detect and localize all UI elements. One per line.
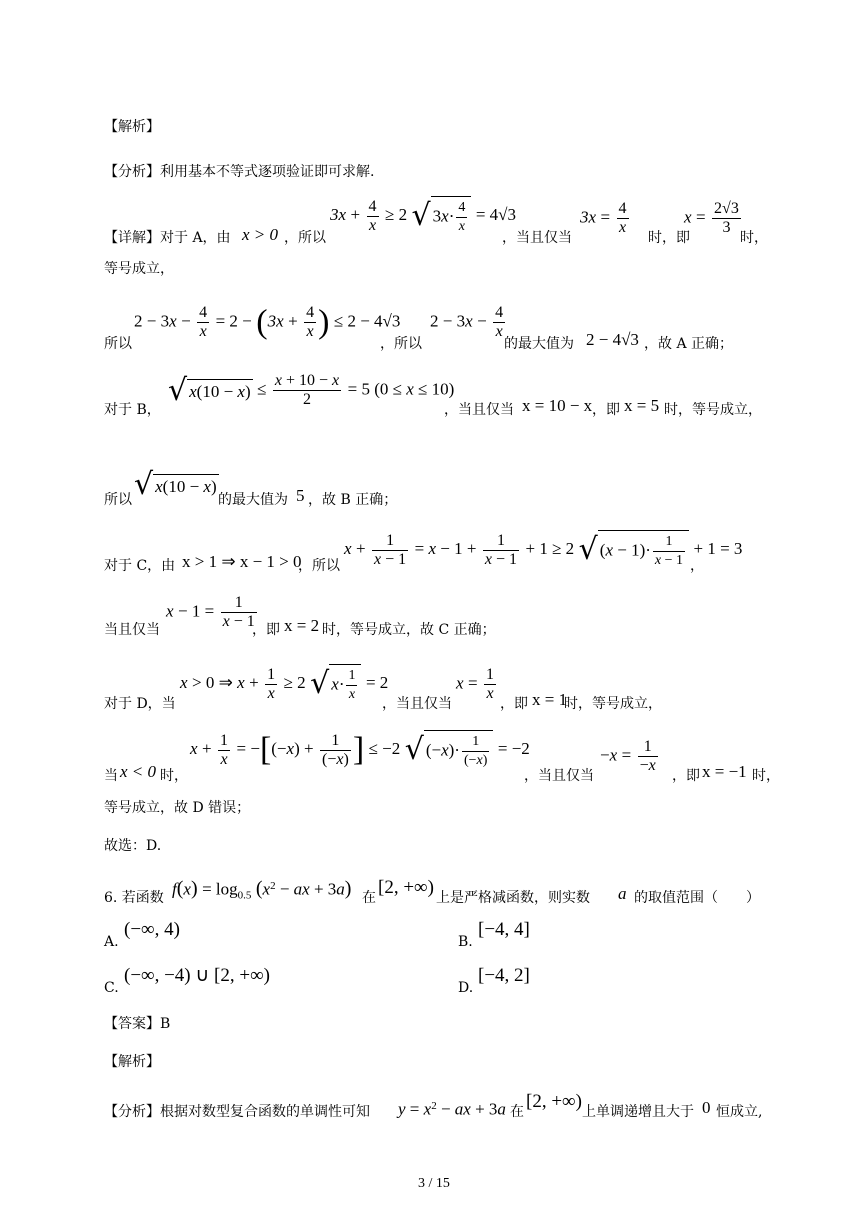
q6-prefix: 6. 若函数 xyxy=(104,890,164,906)
math-x-a: x = $\frac{2√3}{3}$ xyxy=(684,200,739,236)
math-maxval-a: 2 − 4√3 xyxy=(586,330,639,349)
text-b-dang: ，当且仅当 xyxy=(444,402,514,418)
answer-line: 【答案】B xyxy=(104,1016,171,1032)
text-b-ji: ，即 xyxy=(592,402,620,418)
math-eq-d2: −x = $\frac{1}{-x}$ xyxy=(600,738,656,774)
analysis-summary-1: 【分析】利用基本不等式逐项验证即可求解. xyxy=(104,164,375,180)
option-b-value: [−4, 4] xyxy=(478,919,530,940)
q6-function: $f(x) = \log_{0.5} (x^2$ − ax + 3a) xyxy=(172,877,352,902)
math-cond-a: x > 0 xyxy=(242,225,279,244)
text-b2-mid: 的最大值为 xyxy=(218,492,288,508)
text-d-wrong: 等号成立，故 D 错误； xyxy=(104,800,251,816)
option-d-value: [−4, 2] xyxy=(478,965,530,986)
fenxi2-end: 恒成立, xyxy=(716,1104,763,1120)
math-eq-a: 3x = $\frac{4}{x}$ xyxy=(580,200,627,236)
text-suoyi: ，所以 xyxy=(284,230,326,246)
math-cond-c: x > 1 ⇒ x − 1 > 0 xyxy=(182,552,302,571)
text-d2-shi: 时， xyxy=(160,768,188,784)
math-x-c2: x = 2 xyxy=(284,616,320,635)
fenxi2-interval: [2, +∞) xyxy=(526,1091,582,1112)
option-d-label: D. xyxy=(458,980,474,996)
text-dangqie: ，当且仅当 xyxy=(502,230,572,246)
text-choose-d: 故选：D. xyxy=(104,838,162,854)
analysis-heading-2: 【解析】 xyxy=(104,1054,160,1070)
fenxi2-zai: 在 xyxy=(510,1104,524,1120)
fenxi2-mid: 上单调递增且大于 xyxy=(582,1104,694,1120)
math-x-d2: x = −1 xyxy=(702,762,747,781)
text-b2-prefix: 所以 xyxy=(104,492,132,508)
text-suoyi-a2: 所以 xyxy=(104,336,132,352)
option-c-value: (−∞, −4) ∪ [2, +∞) xyxy=(124,965,270,986)
text-equality-1: 等号成立， xyxy=(104,261,174,277)
text-b-correct: ，故 B 正确； xyxy=(308,492,398,508)
option-a-label: A. xyxy=(104,934,119,950)
math-expr-a2: 2 − 3x − $\frac{4}{x}$ = 2 − (3x + $\frac{4}{x}$ ) ≤ 2 − 4√3 xyxy=(134,303,401,341)
analysis-heading-1: 【解析】 xyxy=(104,119,160,135)
math-expr-d2: x + $\frac{1}{x}$ = −[(−x) + $\frac{1}{(-x)}$ ] ≤ −2 √ (−x)· $\frac{1}{(-x)}$ = −2 xyxy=(190,731,530,768)
math-ineq-a: 3x + $\frac{4}{x}$ ≥ 2 √ 3x· $\frac{4}{x}$ = 4√3 xyxy=(330,197,517,234)
q6-var-a: a xyxy=(618,884,627,903)
text-d-dang: ，当且仅当 xyxy=(382,696,452,712)
q6-zai: 在 xyxy=(362,890,376,906)
q6-interval: [2, +∞) xyxy=(378,877,434,898)
math-eq-b: x = 10 − x xyxy=(522,396,593,415)
math-eq-d: x = $\frac{1}{x}$ xyxy=(456,666,495,702)
text-c-comma: ， xyxy=(690,558,704,574)
text-c-correct: 时，等号成立，故 C 正确； xyxy=(322,622,496,638)
option-b-label: B. xyxy=(458,934,473,950)
text-d2-end: 时， xyxy=(752,768,780,784)
text-c2-ji: ，即 xyxy=(252,622,280,638)
text-d-ji: ，即 xyxy=(500,696,528,712)
text-d2-dang: ，当且仅当 xyxy=(524,768,594,784)
text-max: 的最大值为 xyxy=(504,336,574,352)
math-x-b: x = 5 xyxy=(624,396,660,415)
text-shi2: 时， xyxy=(740,230,768,246)
text-d-prefix: 对于 D，当 xyxy=(104,696,176,712)
option-c-label: C. xyxy=(104,980,119,996)
page-number: 3 / 15 xyxy=(418,1176,450,1191)
text-d2-prefix: 当 xyxy=(104,768,118,784)
math-expr-a2b: 2 − 3x − $\frac{4}{x}$ xyxy=(430,304,504,340)
math-expr-b2: √ x(10 − x) xyxy=(134,467,217,502)
text-shi: 时，即 xyxy=(648,230,690,246)
q6-end: 的取值范围（ ） xyxy=(634,890,760,906)
math-cond-d2: x < 0 xyxy=(120,762,157,781)
text-b-end: 时，等号成立， xyxy=(664,402,762,418)
fenxi2-y: $y = x^2$ − ax + 3a xyxy=(398,1099,506,1119)
text-a-correct: ，故 A 正确； xyxy=(644,336,734,352)
text-d2-ji: ，即 xyxy=(672,768,700,784)
option-a-value: (−∞, 4) xyxy=(124,919,180,940)
text-c-prefix: 对于 C，由 xyxy=(104,558,176,574)
math-expr-c: x + $\frac{1}{x - 1}$ = x − 1 + $\frac{1}{x - 1}$ + 1 ≥ 2 √ (x − 1)· $\frac{1}{x - 1}$ + 1 = 3 xyxy=(344,531,743,568)
text-d-end: 时，等号成立， xyxy=(564,696,662,712)
text-c-suoyi: ，所以 xyxy=(298,558,340,574)
fenxi2-prefix: 【分析】根据对数型复合函数的单调性可知 xyxy=(104,1104,370,1120)
math-eq-c2: x − 1 = $\frac{1}{x - 1}$ xyxy=(166,594,255,630)
fenxi2-zero: 0 xyxy=(702,1098,711,1117)
detail-prefix: 【详解】对于 A，由 xyxy=(104,230,231,246)
math-b2-val: 5 xyxy=(296,486,305,505)
math-expr-b: √ x(10 − x) ≤ $\frac{x + 10 - x}{2}$ = 5 (0 ≤ x ≤ 10) xyxy=(168,372,455,408)
text-suoyi-a2b: ，所以 xyxy=(380,336,422,352)
text-b-prefix: 对于 B， xyxy=(104,402,161,418)
text-c2-prefix: 当且仅当 xyxy=(104,622,160,638)
q6-mid: 上是严格减函数，则实数 xyxy=(436,890,590,906)
math-expr-d: x > 0 ⇒ x + $\frac{1}{x}$ ≥ 2 √ x· $\frac{1}{x}$ = 2 xyxy=(180,665,389,702)
math-x-d: x = 1 xyxy=(532,690,568,709)
